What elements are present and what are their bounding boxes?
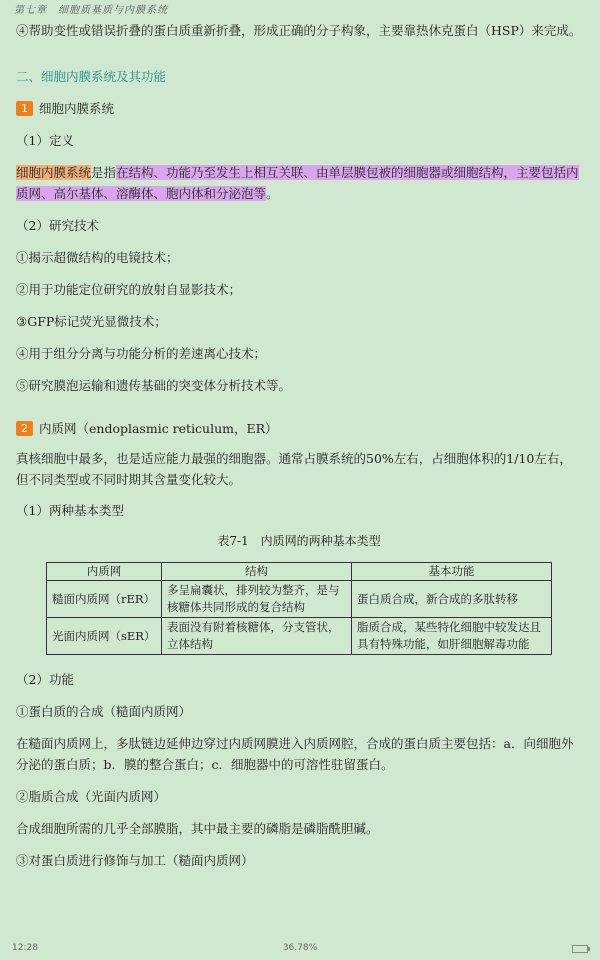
section-title: 二、细胞内膜系统及其功能 [16,69,167,84]
page-content [16,20,582,871]
table-header-cell: 基本功能 [352,563,552,581]
er-intro-paragraph: 真核细胞中最多，也是适应能力最强的细胞器。通常占膜系统的50%左右，占细胞体积的1/10左右，但不同类型或不同时期其含量变化较大。 [16,451,572,487]
research-heading: （2）研究技术 [16,218,99,233]
table-cell: 多呈扁囊状，排列较为整齐，是与核糖体共同形成的复合结构 [162,581,352,618]
table-cell: 光面内质网（sER） [47,618,162,655]
running-title: 第七章 细胞质基质与内膜系统 [14,5,168,16]
function-3-heading: ③对蛋白质进行修饰与加工（糙面内质网） [16,853,254,868]
battery-icon [572,945,588,953]
list-item: ①揭示超微结构的电镜技术； [16,250,179,265]
table-cell: 表面没有附着核糖体，分支管状，立体结构 [162,618,352,655]
types-heading: （1）两种基本类型 [16,503,124,518]
er-types-table [46,562,552,655]
highlight-definition: 在结构、功能乃至发生上相互关联、由单层膜包被的细胞器或细胞结构，主要包括内质网、高尔基体、溶酶体、胞内体和分泌泡等 [16,165,579,201]
table-caption: 表7-1 内质网的两种基本类型 [217,534,381,548]
list-item: ③GFP标记荧光显微技术； [16,314,167,329]
clock: 12:28 [12,943,38,953]
function-heading: （2）功能 [16,672,74,687]
table-cell: 蛋白质合成，新合成的多肽转移 [352,581,552,618]
definition-connector: 是指 [91,165,117,180]
subsection-heading-1 [16,98,582,119]
number-badge: 1 [16,101,33,116]
paragraph-hsp: ④帮助变性或错误折叠的蛋白质重新折叠，形成正确的分子构象，主要靠热休克蛋白（HSP）来完成。 [16,23,582,38]
function-2-paragraph: 合成细胞所需的几乎全部膜脂，其中最主要的磷脂是磷脂酰胆碱。 [16,821,379,836]
number-badge: 2 [16,421,33,436]
table-header-cell: 结构 [162,563,352,581]
function-2-heading: ②脂质合成（光面内质网） [16,789,167,804]
list-item: ④用于组分分离与功能分析的差速离心技术； [16,346,267,361]
table-row [47,618,552,655]
table-header-row [47,563,552,581]
list-item: ②用于功能定位研究的放射自显影技术； [16,282,242,297]
subsection-title: 内质网（endoplasmic reticulum，ER） [39,421,278,436]
table-header-cell: 内质网 [47,563,162,581]
list-item: ⑤研究膜泡运输和遗传基础的突变体分析技术等。 [16,378,292,393]
table-cell: 脂质合成，某些特化细胞中较发达且具有特殊功能，如肝细胞解毒功能 [352,618,552,655]
highlight-term: 细胞内膜系统 [16,165,92,180]
subsection-title: 细胞内膜系统 [39,101,115,116]
reader-status-bar [0,940,600,958]
reading-progress: 36.78% [282,943,318,953]
function-1-heading: ①蛋白质的合成（糙面内质网） [16,704,192,719]
definition-end: 。 [266,186,279,201]
table-row [47,581,552,618]
function-1-paragraph: 在糙面内质网上，多肽链边延伸边穿过内质网膜进入内质网腔，合成的蛋白质主要包括：a．向细胞外分泌的蛋白质；b．膜的整合蛋白；c．细胞器中的可溶性驻留蛋白。 [16,736,574,772]
subsection-heading-2 [16,418,582,439]
definition-paragraph [16,162,582,204]
definition-heading: （1）定义 [16,133,74,148]
table-cell: 糙面内质网（rER） [47,581,162,618]
